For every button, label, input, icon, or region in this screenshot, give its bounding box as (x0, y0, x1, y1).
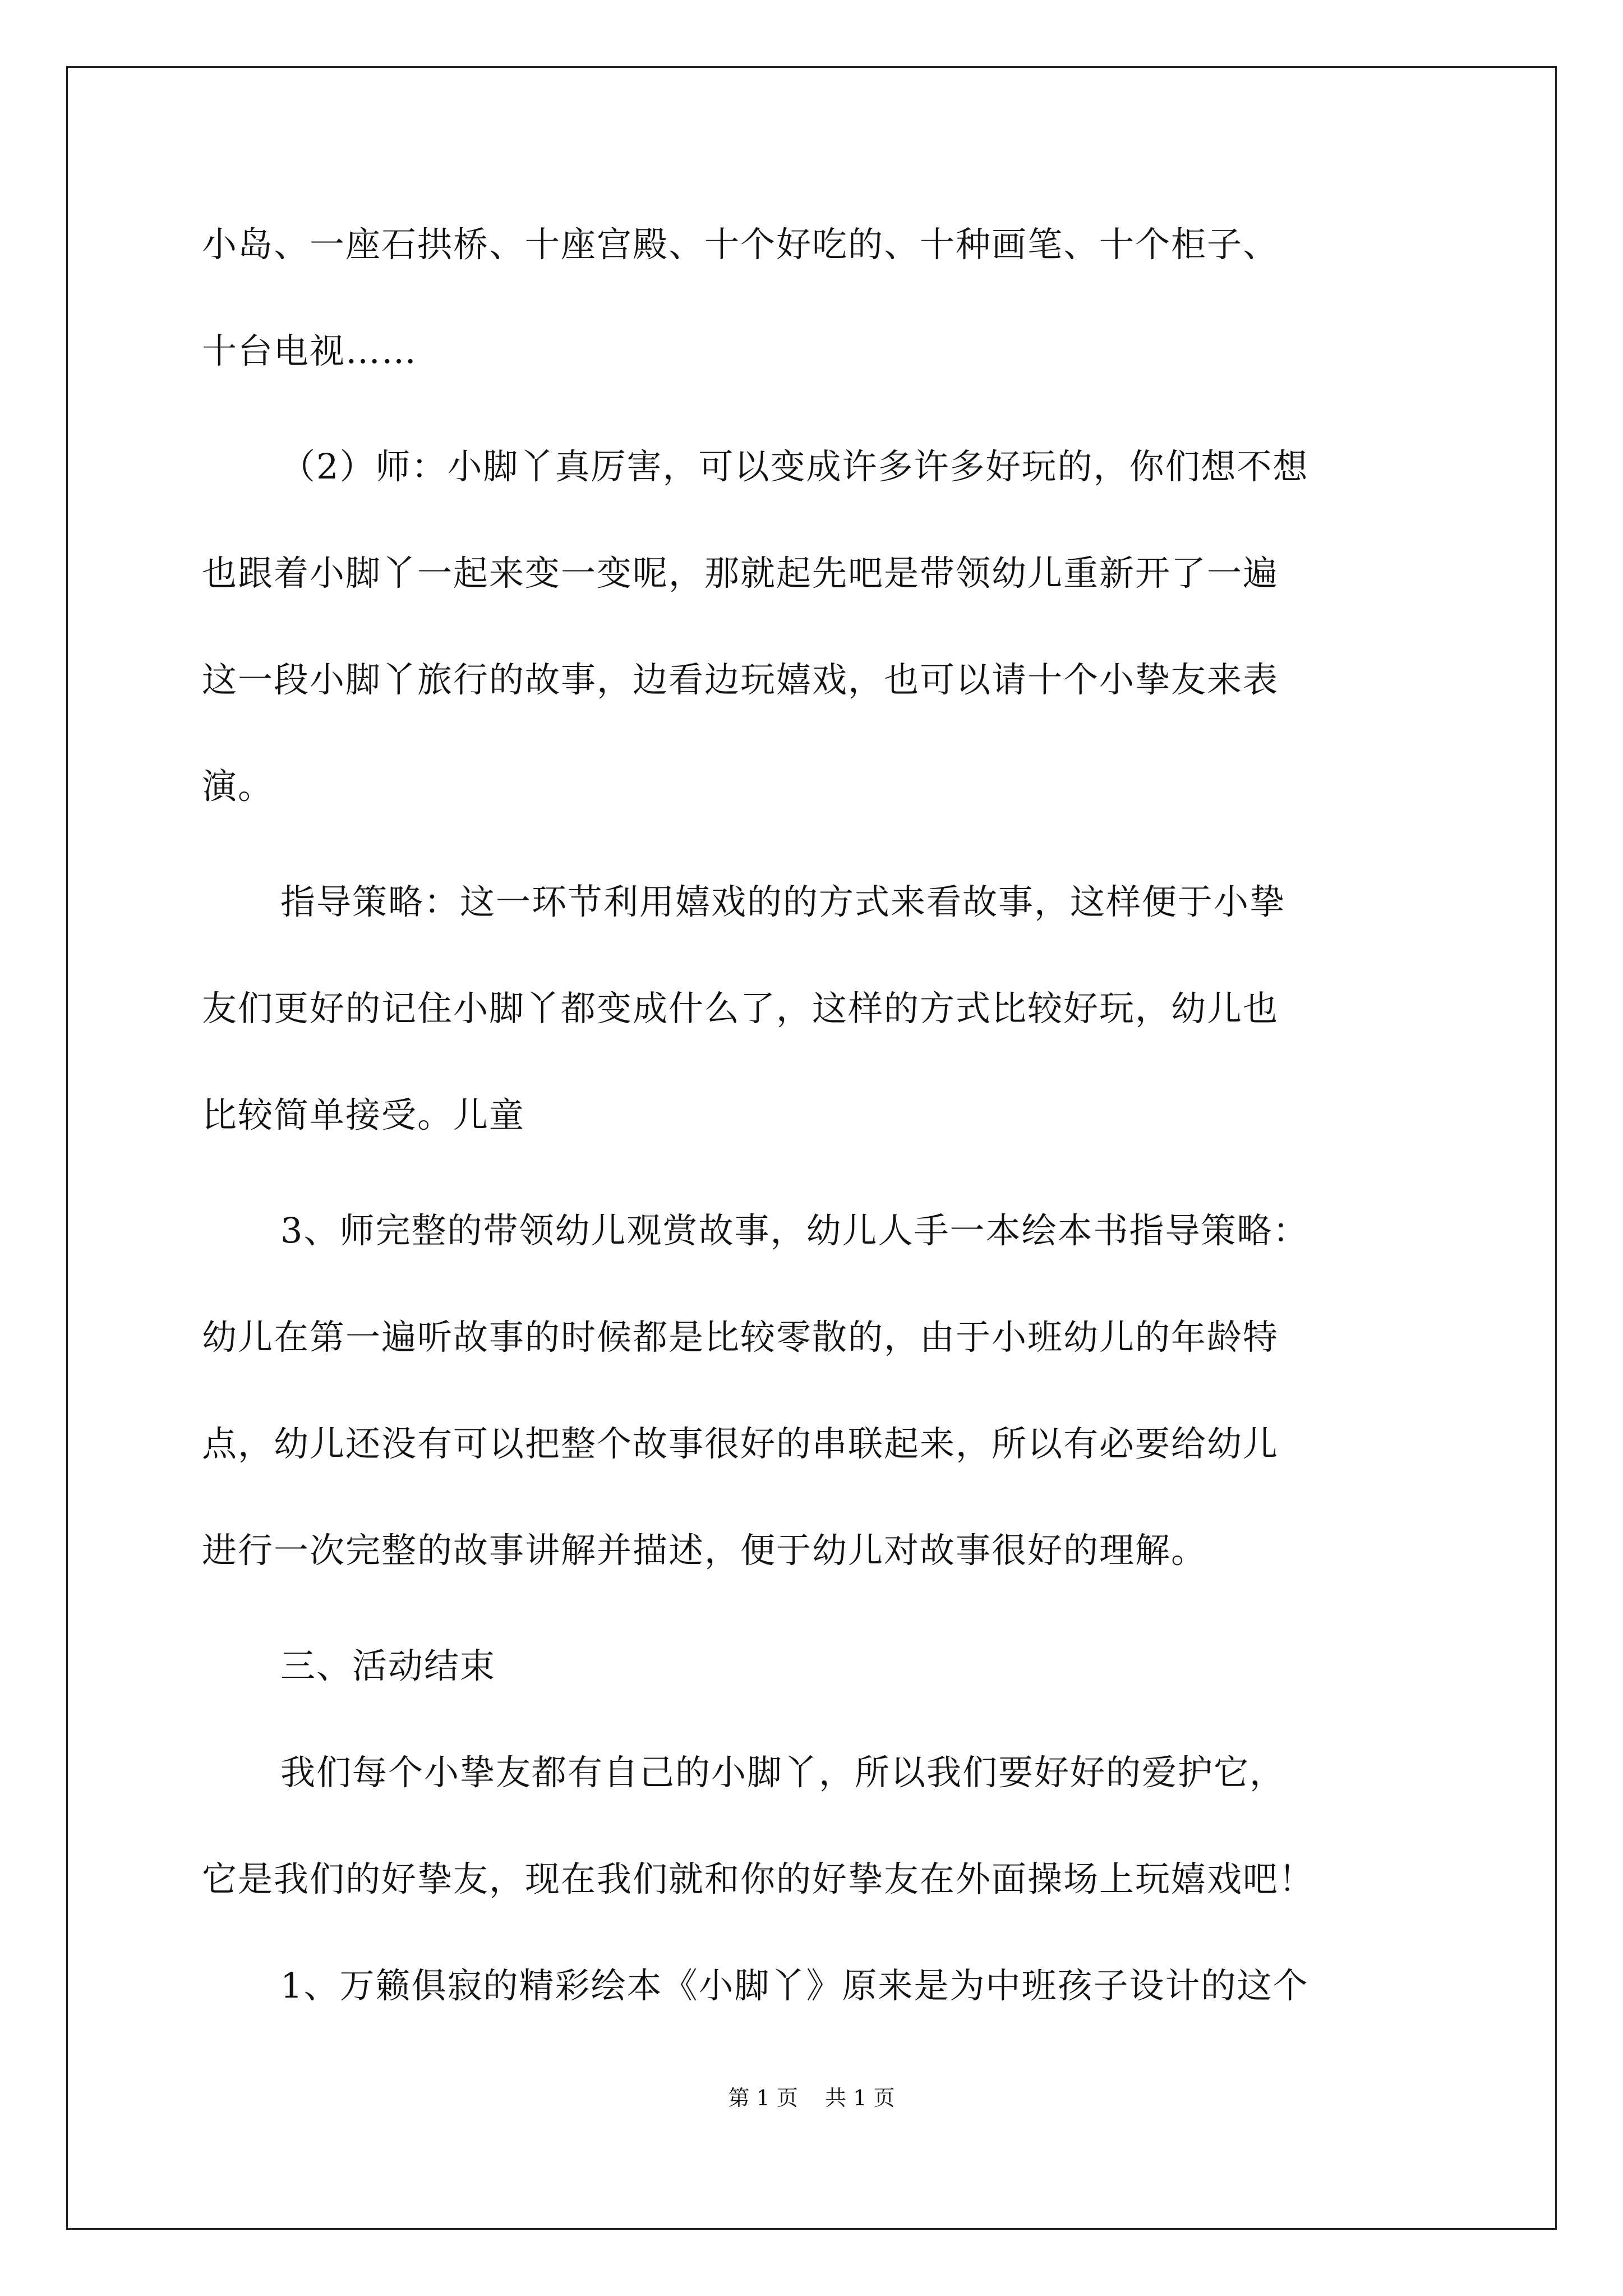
body-line-11: 幼儿在第一遍听故事的时候都是比较零散的，由于小班幼儿的年龄特 (202, 1317, 1279, 1358)
body-line-9: 比较简单接受。儿童 (202, 1094, 525, 1135)
body-line-12: 点，幼儿还没有可以把整个故事很好的串联起来，所以有必要给幼儿 (202, 1423, 1279, 1464)
body-line-6: 演。 (202, 766, 274, 807)
body-line-3: （2）师：小脚丫真厉害，可以变成许多许多好玩的，你们想不想 (280, 446, 1309, 487)
body-line-4: 也跟着小脚丫一起来变一变呢，那就起先吧是带领幼儿重新开了一遍 (202, 553, 1279, 593)
body-line-5: 这一段小脚丫旅行的故事，边看边玩嬉戏，也可以请十个小挚友来表 (202, 659, 1279, 700)
body-line-15: 我们每个小挚友都有自己的小脚丫，所以我们要好好的爱护它， (280, 1752, 1286, 1793)
section-heading: 三、活动结束 (280, 1645, 496, 1686)
body-line-17: 1、万籁俱寂的精彩绘本《小脚丫》原来是为中班孩子设计的这个 (280, 1965, 1309, 2006)
page-number-footer: 第 1 页 共 1 页 (728, 2086, 895, 2110)
body-line-8: 友们更好的记住小脚丫都变成什么了，这样的方式比较好玩，幼儿也 (202, 988, 1279, 1029)
body-line-10: 3、师完整的带领幼儿观赏故事，幼儿人手一本绘本书指导策略： (280, 1210, 1309, 1251)
body-line-16: 它是我们的好挚友，现在我们就和你的好挚友在外面操场上玩嬉戏吧！ (202, 1858, 1315, 1899)
body-line-13: 进行一次完整的故事讲解并描述，便于幼儿对故事很好的理解。 (202, 1530, 1207, 1571)
page-border (66, 66, 1557, 2230)
body-line-7: 指导策略：这一环节利用嬉戏的的方式来看故事，这样便于小挚 (280, 881, 1286, 922)
body-line-1: 小岛、一座石拱桥、十座宫殿、十个好吃的、十种画笔、十个柜子、 (202, 224, 1279, 265)
body-line-2: 十台电视…… (202, 330, 418, 371)
